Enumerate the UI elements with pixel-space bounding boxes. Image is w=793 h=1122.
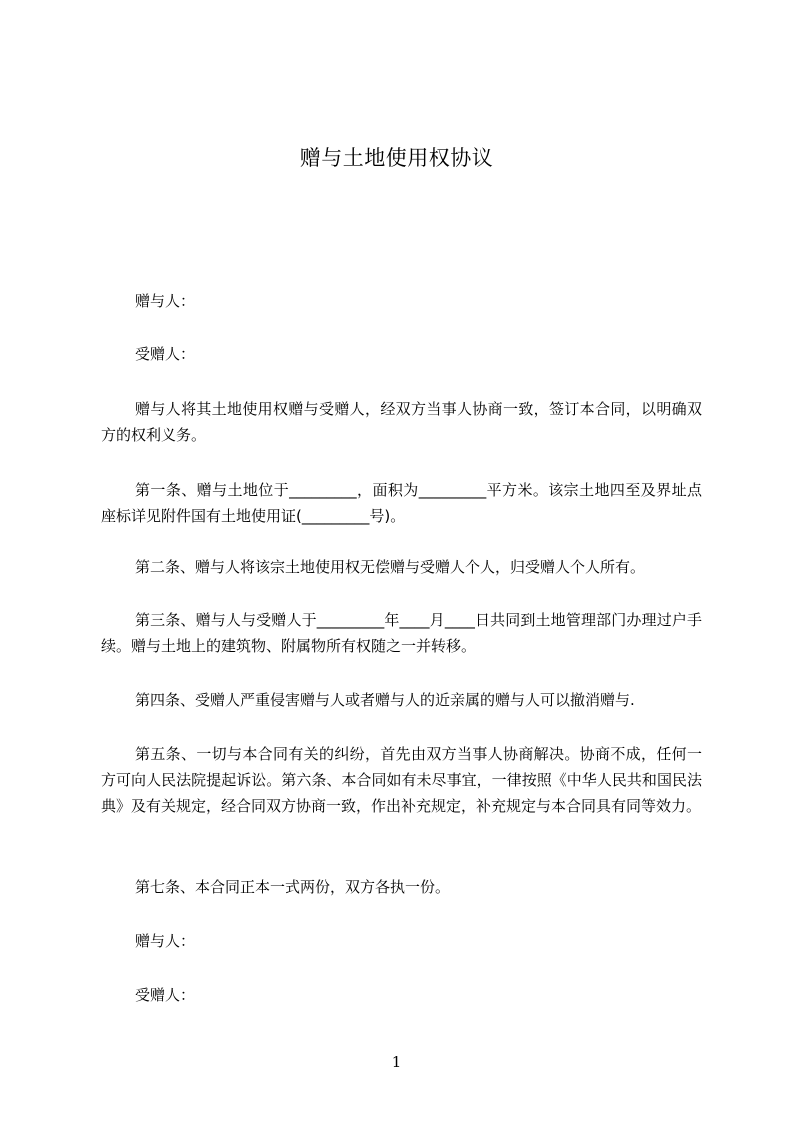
intro-paragraph: 赠与人将其土地使用权赠与受赠人，经双方当事人协商一致，签订本合同，以明确双方的权利义务。	[101, 400, 702, 444]
donor-label: 赠与人：	[135, 292, 196, 310]
article-7: 第七条、本合同正本一式两份，双方各执一份。	[135, 878, 451, 896]
article-2: 第二条、赠与人将该宗土地使用权无偿赠与受赠人个人，归受赠人个人所有。	[135, 558, 646, 576]
article-5: 第五条、一切与本合同有关的纠纷，首先由双方当事人协商解决。协商不成，任何一方可向人民法院提起诉讼。第六条、本合同如有未尽事宜，一律按照《中华人民共和国民法典》及有关规定，经合同双方协商一致，作出补充规定，补充规定与本合同具有同等效力。	[101, 745, 702, 815]
article-4: 第四条、受赠人严重侵害赠与人或者赠与人的近亲属的赠与人可以撤消赠与.	[135, 691, 635, 709]
document-title: 赠与土地使用权协议	[299, 146, 494, 170]
signature-donee-label: 受赠人：	[135, 986, 196, 1004]
signature-donor-label: 赠与人：	[135, 932, 196, 950]
page-number: 1	[391, 1053, 402, 1071]
donee-label: 受赠人：	[135, 345, 196, 363]
article-3: 第三条、赠与人与受赠人于_________年____月____日共同到土地管理部门办理过户手续。赠与土地上的建筑物、附属物所有权随之一并转移。	[101, 611, 702, 655]
article-1: 第一条、赠与土地位于_________，面积为_________平方米。该宗土地四至及界址点座标详见附件国有土地使用证(_________号)。	[101, 481, 702, 525]
